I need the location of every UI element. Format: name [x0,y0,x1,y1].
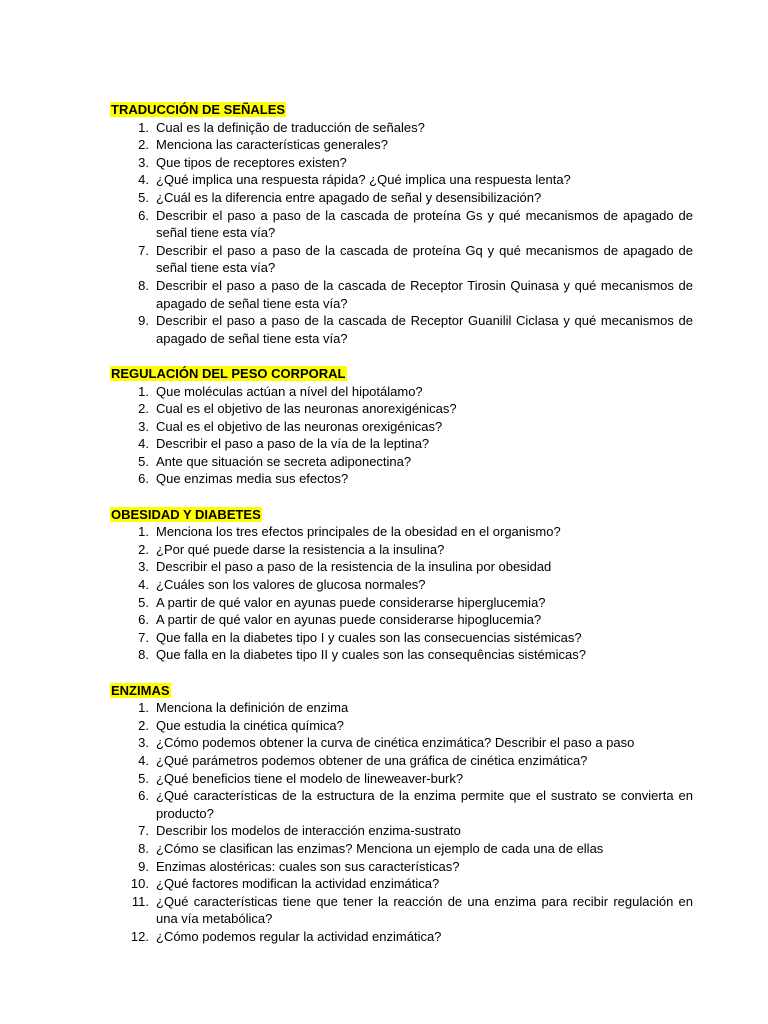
section [110,682,693,946]
question-sections [110,101,693,946]
question-number: 5. [138,189,149,205]
question-number: 8. [138,277,149,293]
question-number: 4. [138,172,149,188]
question-text: Que falla en la diabetes tipo I y cuales son las consecuencias sistémicas? [156,629,582,645]
question-number: 8. [138,840,149,856]
question-item [110,453,693,471]
question-text: Describir el paso a paso de la resistencia de la insulina por obesidad [156,559,552,575]
question-number: 6. [138,471,149,487]
question-item [110,119,693,137]
question-number: 6. [138,788,149,804]
question-text: ¿Cuáles son los valores de glucosa normales? [156,577,426,593]
question-text: Cual es la definição de traducción de señales? [156,119,425,135]
question-text: ¿Cómo se clasifican las enzimas? Menciona un ejemplo de cada una de ellas [156,840,604,856]
question-item [110,558,693,576]
question-number: 11. [131,893,149,909]
question-item [110,400,693,418]
question-item [110,893,693,928]
question-item [110,136,693,154]
question-number: 12. [130,928,149,944]
section-heading-text: REGULACIÓN DEL PESO CORPORAL [111,365,346,381]
question-item [110,541,693,559]
question-text: ¿Cómo podemos regular la actividad enzimática? [156,928,442,944]
question-number: 4. [138,752,149,768]
question-text: Describir el paso a paso de la cascada de proteína Gs y qué mecanismos de apagado de señal tiene esta vía? [156,207,693,241]
question-number: 7. [138,823,149,839]
question-item [110,470,693,488]
question-text: Que moléculas actúan a nível del hipotálamo? [156,383,423,399]
question-number: 2. [138,717,149,733]
question-text: Describir el paso a paso de la cascada de Receptor Tirosin Quinasa y qué mecanismos de apagado de señal tiene esta vía? [156,277,693,311]
question-number: 3. [138,559,149,575]
question-item [110,418,693,436]
question-text: ¿Qué beneficios tiene el modelo de lineweaver-burk? [156,770,464,786]
question-text: Que falla en la diabetes tipo II y cuales son las consequências sistémicas? [156,647,586,663]
question-item [110,717,693,735]
question-text: Ante que situación se secreta adiponectina? [156,453,412,469]
question-text: Menciona los tres efectos principales de la obesidad en el organismo? [156,524,561,540]
question-text: Cual es el objetivo de las neuronas anorexigénicas? [156,401,457,417]
question-text: ¿Qué implica una respuesta rápida? ¿Qué implica una respuesta lenta? [156,172,571,188]
section-heading-text: TRADUCCIÓN DE SEÑALES [111,102,286,117]
question-item [110,312,693,347]
question-text: Que tipos de receptores existen? [156,154,347,170]
question-item [110,875,693,893]
question-item [110,734,693,752]
question-item [110,594,693,612]
question-number: 6. [138,207,149,223]
question-number: 1. [138,119,149,135]
question-item [110,171,693,189]
question-item [110,154,693,172]
question-number: 2. [138,137,149,153]
question-number: 5. [138,770,149,786]
question-item [110,576,693,594]
question-number: 9. [138,858,149,874]
question-item [110,752,693,770]
section-heading [110,101,693,119]
question-item [110,770,693,788]
question-number: 1. [138,700,149,716]
question-item [110,611,693,629]
question-text: Menciona las características generales? [156,137,388,153]
question-text: ¿Por qué puede darse la resistencia a la insulina? [156,541,445,557]
question-list [110,383,693,489]
question-number: 3. [138,735,149,751]
section-heading [110,682,693,700]
question-text: ¿Cómo podemos obtener la curva de cinética enzimática? Describir el paso a paso [156,735,635,751]
question-text: ¿Qué características tiene que tener la reacción de una enzima para recibir regulación en una vía metabólica? [156,893,693,927]
question-item [110,822,693,840]
question-number: 5. [138,453,149,469]
question-text: Cual es el objetivo de las neuronas orexigénicas? [156,418,443,434]
question-item [110,383,693,401]
question-number: 7. [138,242,149,258]
question-number: 6. [138,612,149,628]
question-text: ¿Qué factores modifican la actividad enzimática? [156,876,440,892]
question-item [110,840,693,858]
question-number: 1. [138,524,149,540]
question-number: 2. [138,401,149,417]
question-text: ¿Qué parámetros podemos obtener de una gráfica de cinética enzimática? [156,752,588,768]
question-number: 2. [138,541,149,557]
section [110,365,693,488]
question-item [110,189,693,207]
question-number: 10. [130,876,149,892]
question-text: Menciona la definición de enzima [156,700,349,716]
section [110,506,693,664]
question-text: A partir de qué valor en ayunas puede considerarse hipoglucemia? [156,612,542,628]
question-text: Enzimas alostéricas: cuales son sus características? [156,858,460,874]
question-text: Que enzimas media sus efectos? [156,471,349,487]
question-item [110,242,693,277]
question-item [110,277,693,312]
question-number: 9. [138,313,149,329]
question-number: 5. [138,594,149,610]
section-heading-text: OBESIDAD Y DIABETES [111,506,261,522]
question-number: 4. [138,436,149,452]
question-text: ¿Cuál es la diferencia entre apagado de señal y desensibilización? [156,189,542,205]
question-text: Describir el paso a paso de la vía de la leptina? [156,436,430,452]
question-item [110,435,693,453]
section [110,101,693,347]
question-item [110,928,693,946]
section-heading-text: ENZIMAS [111,682,170,698]
question-text: A partir de qué valor en ayunas puede considerarse hiperglucemia? [156,594,546,610]
question-item [110,787,693,822]
question-list [110,119,693,348]
question-number: 3. [138,418,149,434]
question-item [110,699,693,717]
question-item [110,858,693,876]
question-text: ¿Qué características de la estructura de la enzima permite que el sustrato se convierta en producto? [156,788,693,821]
question-item [110,523,693,541]
question-item [110,629,693,647]
question-item [110,646,693,664]
question-text: Describir el paso a paso de la cascada de proteína Gq y qué mecanismos de apagado de señal tiene esta vía? [156,242,693,276]
question-text: Que estudia la cinética química? [156,717,344,733]
question-list [110,523,693,664]
question-number: 4. [138,577,149,593]
question-item [110,207,693,242]
question-number: 7. [138,629,149,645]
question-number: 1. [138,383,149,399]
question-number: 3. [138,154,149,170]
question-list [110,699,693,945]
section-heading [110,506,693,524]
question-text: Describir los modelos de interacción enzima-sustrato [156,823,461,839]
question-text: Describir el paso a paso de la cascada de Receptor Guanilil Ciclasa y qué mecanismos de apagado de señal tiene esta vía? [156,313,693,346]
question-number: 8. [138,647,149,663]
section-heading [110,365,693,383]
